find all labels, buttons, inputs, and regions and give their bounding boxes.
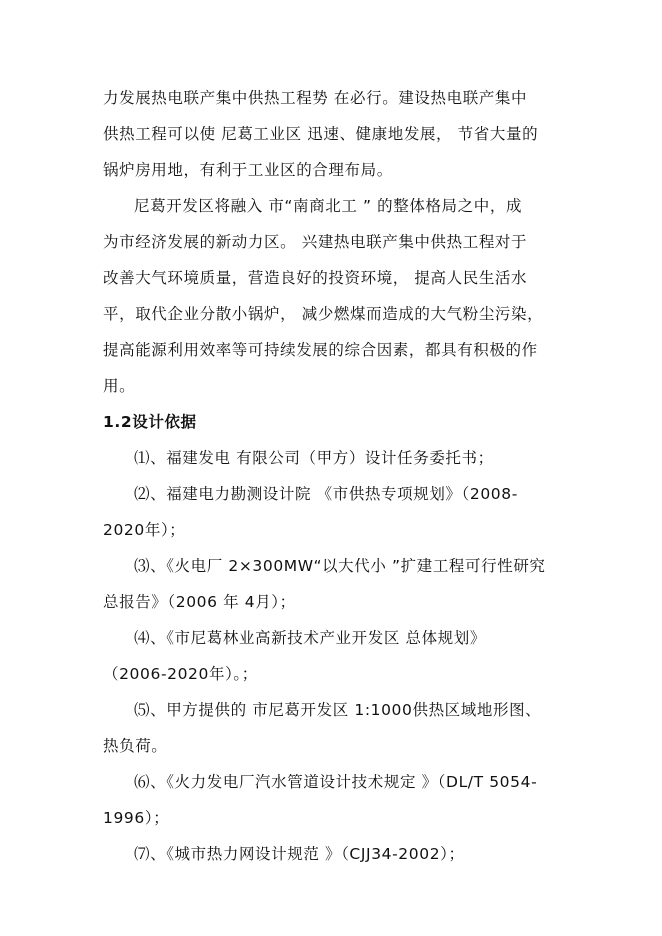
basis-item-7-line-1: ⑺、《城市热力网设计规范 》（CJJ34-2002）； — [134, 845, 465, 863]
paragraph1-line-1: 力发展热电联产集中供热工程势 在必行。建设热电联产集中 — [103, 89, 528, 107]
section-heading: 1.2设计依据 — [103, 413, 197, 431]
paragraph1-line-2: 供热工程可以使 尼葛工业区 迅速、健康地发展， 节省大量的 — [103, 125, 539, 143]
paragraph2-line-3: 改善大气环境质量，营造良好的投资环境， 提高人民生活水 — [103, 269, 528, 287]
paragraph2-line-4: 平，取代企业分散小锅炉， 减少燃煤而造成的大气粉尘污染， — [103, 305, 544, 323]
paragraph2-line-5: 提高能源利用效率等可持续发展的综合因素，都具有积极的作 — [103, 341, 538, 359]
basis-item-3-line-2: 总报告》（2006 年 4月）； — [103, 593, 296, 611]
basis-item-5-line-2: 热负荷。 — [103, 737, 168, 755]
paragraph2-line-6: 用。 — [103, 377, 136, 395]
basis-item-2-line-1: ⑵、福建电力勘测设计院 《市供热专项规划》（2008- — [134, 485, 518, 503]
basis-item-6-line-2: 1996）； — [103, 809, 170, 827]
paragraph1-line-3: 锅炉房用地，有利于工业区的合理布局。 — [103, 161, 393, 179]
basis-item-1-line-1: ⑴、福建发电 有限公司（甲方）设计任务委托书； — [134, 449, 494, 467]
basis-item-4-line-2: （2006-2020年）。； — [103, 665, 258, 683]
basis-item-4-line-1: ⑷、《市尼葛林业高新技术产业开发区 总体规划》 — [134, 629, 486, 647]
basis-item-6-line-1: ⑹、《火力发电厂汽水管道设计技术规定 》（DL/T 5054- — [134, 773, 538, 791]
basis-item-5-line-1: ⑸、甲方提供的 市尼葛开发区 1:1000供热区域地形图、 — [134, 701, 542, 719]
paragraph2-line-2: 为市经济发展的新动力区。 兴建热电联产集中供热工程对于 — [103, 233, 528, 251]
paragraph2-line-1: 尼葛开发区将融入 市“南商北工 ” 的整体格局之中，成 — [134, 197, 523, 215]
basis-item-3-line-1: ⑶、《火电厂 2×300MW“以大代小 ”扩建工程可行性研究 — [134, 557, 546, 575]
basis-item-2-line-2: 2020年）； — [103, 521, 186, 539]
